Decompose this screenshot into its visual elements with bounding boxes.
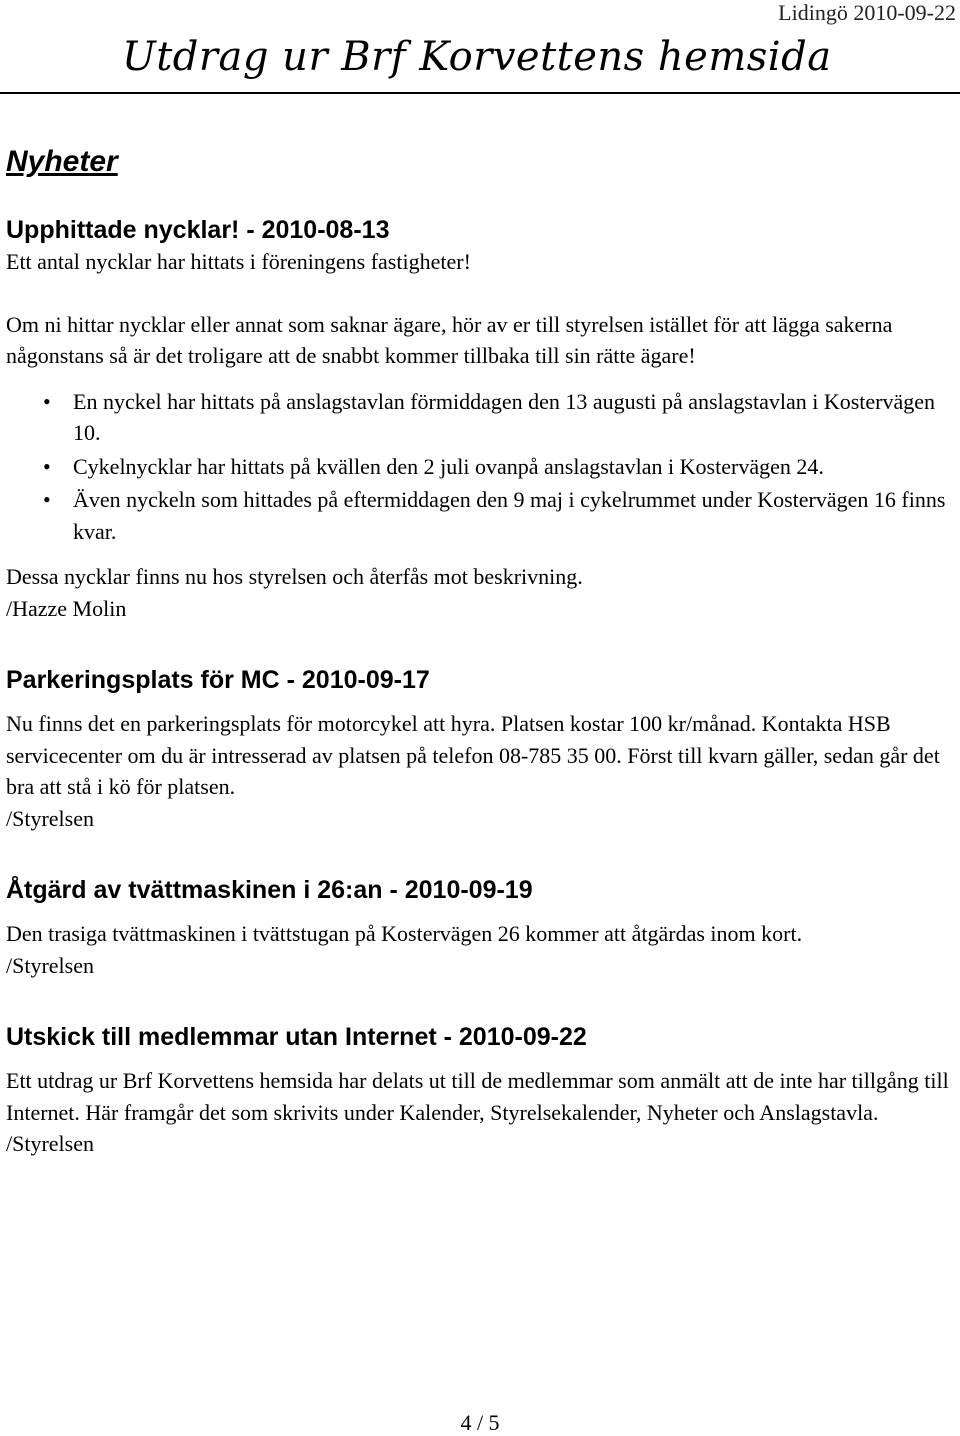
news-content (6, 214, 956, 1160)
article-title: Parkeringsplats för MC - 2010-09-17 (6, 666, 430, 694)
bullet-icon: • (43, 388, 51, 414)
article-signature: /Styrelsen (6, 1131, 94, 1156)
article-title: Upphittade nycklar! - 2010-08-13 (6, 216, 390, 244)
list-item-text: Cykelnycklar har hittats på kvällen den 2 juli ovanpå anslagstavlan i Kostervägen 24. (73, 453, 824, 479)
article-title: Åtgärd av tvättmaskinen i 26:an - 2010-09-19 (6, 876, 533, 904)
bullet-list (6, 386, 956, 548)
article-signature: /Styrelsen (6, 952, 94, 978)
article-body: Den trasiga tvättmaskinen i tvättstugan på Kostervägen 26 kommer att åtgärdas inom kort. (6, 921, 803, 946)
list-item (6, 386, 956, 449)
header-divider (0, 92, 960, 94)
header-date: Lidingö 2010-09-22 (778, 0, 956, 25)
article-outro: Dessa nycklar finns nu hos styrelsen och återfås mot beskrivning. (6, 564, 583, 589)
page-number: 4 / 5 (460, 1410, 500, 1435)
document-title: Utdrag ur Brf Korvettens hemsida (122, 34, 832, 80)
list-item (6, 451, 956, 483)
bullet-icon: • (43, 487, 51, 512)
list-item-text: Även nyckeln som hittades på eftermiddagen den 9 maj i cykelrummet under Kostervägen 16 finns kvar. (73, 487, 946, 544)
article-title: Utskick till medlemmar utan Internet - 2010-09-22 (6, 1023, 587, 1051)
news-article (6, 874, 956, 981)
article-body: Ett utdrag ur Brf Korvettens hemsida har delats ut till de medlemmar som anmält att de inte har tillgång till Internet. Här framgår det som skrivits under Kalender, Styrelsekalender, Nyheter och Anslagstavla. (6, 1068, 949, 1125)
article-body: Om ni hittar nycklar eller annat som saknar ägare, hör av er till styrelsen istället för att lägga sakerna någonstans så är det troligare att de snabbt kommer tillbaka till sin rätte ägare! (6, 311, 893, 368)
news-article (6, 664, 956, 834)
article-intro: Ett antal nycklar har hittats i föreningens fastigheter! (6, 249, 471, 274)
list-item (6, 484, 956, 547)
article-signature: /Hazze Molin (6, 595, 127, 621)
article-body: Nu finns det en parkeringsplats för motorcykel att hyra. Platsen kostar 100 kr/månad. Kontakta HSB servicecenter om du är intresserad av platsen på telefon 08-785 35 00. Först till kvarn gäller, sedan går det bra att stå i kö för platsen. (6, 711, 940, 799)
news-article (6, 214, 956, 624)
article-signature: /Styrelsen (6, 805, 94, 831)
list-item-text: En nyckel har hittats på anslagstavlan förmiddagen den 13 augusti på anslagstavlan i Kostervägen 10. (73, 388, 936, 445)
news-article (6, 1021, 956, 1160)
section-heading-news: Nyheter (6, 145, 118, 178)
bullet-icon: • (43, 453, 51, 479)
